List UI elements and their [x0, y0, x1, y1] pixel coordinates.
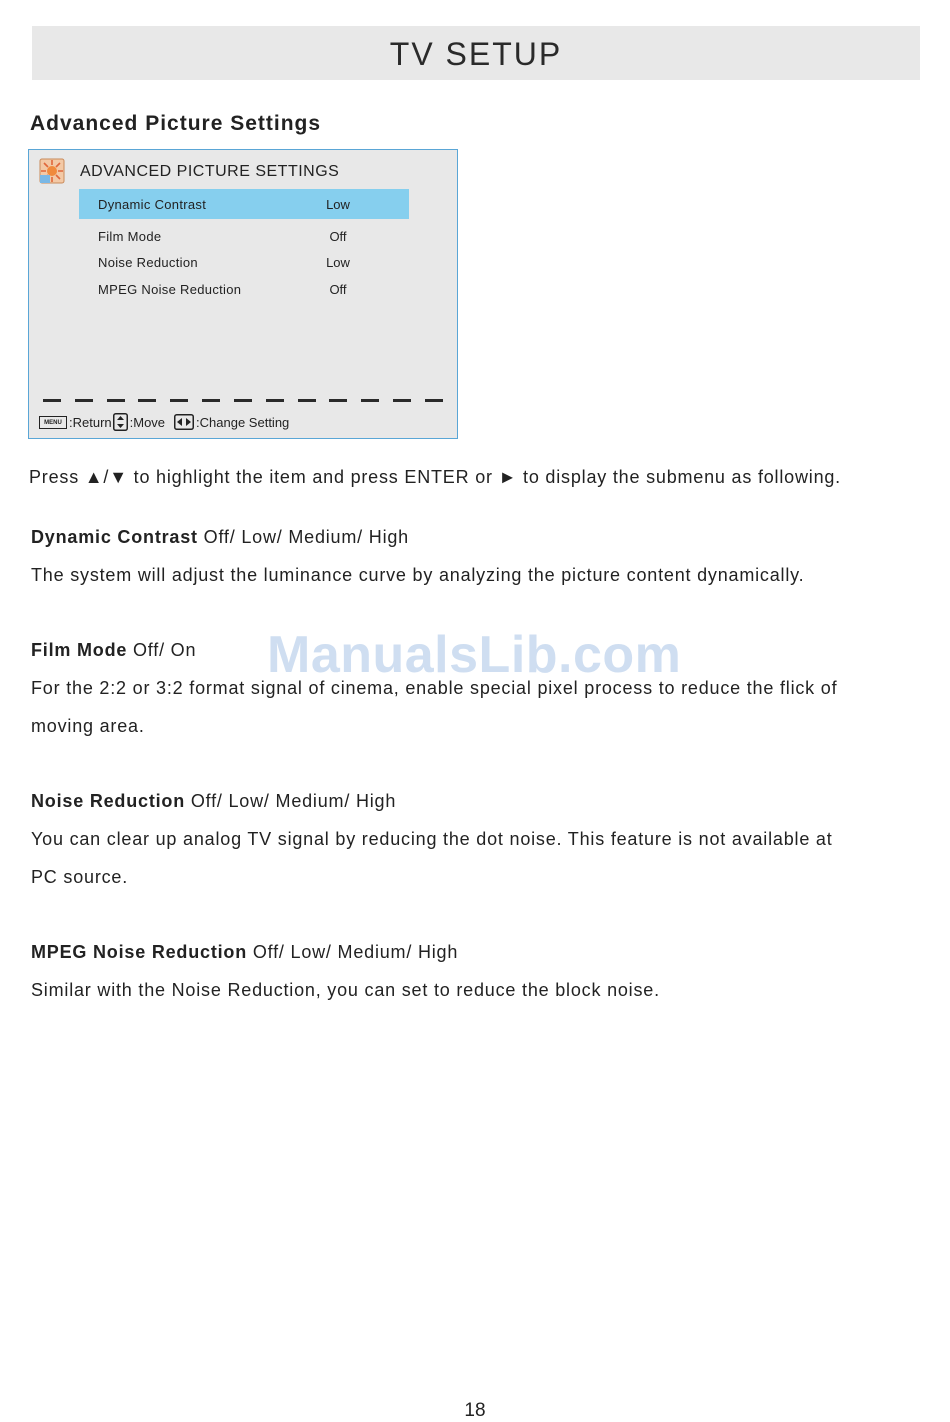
osd-item-noise-reduction[interactable] — [79, 247, 409, 277]
section-options: Off/ Low/ Medium/ High — [197, 527, 409, 547]
up-down-arrow-icon — [113, 413, 128, 431]
section-name: MPEG Noise Reduction — [31, 942, 248, 962]
osd-menu-screenshot — [28, 149, 458, 439]
page-header — [32, 26, 920, 80]
osd-title: ADVANCED PICTURE SETTINGS — [80, 163, 340, 180]
osd-item-value: Off — [329, 282, 347, 297]
section-description: Similar with the Noise Reduction, you can set to reduce the block noise. — [31, 980, 660, 1000]
section-dynamic-contrast — [31, 518, 911, 594]
osd-divider — [43, 399, 443, 402]
move-hint: :Move — [129, 414, 166, 430]
osd-item-label: Dynamic Contrast — [98, 197, 207, 212]
osd-item-value: Low — [326, 197, 350, 212]
section-heading: Advanced Picture Settings — [30, 112, 322, 135]
osd-item-mpeg-noise-reduction[interactable] — [79, 274, 409, 304]
section-description: For the 2:2 or 3:2 format signal of cinema, enable special pixel process to reduce the flick of — [31, 678, 838, 698]
left-right-arrow-icon — [174, 414, 194, 430]
section-name: Noise Reduction — [31, 791, 186, 811]
section-name: Dynamic Contrast — [31, 527, 198, 547]
picture-icon — [39, 158, 65, 184]
section-mpeg-noise-reduction — [31, 933, 911, 1009]
osd-key-legend — [39, 412, 449, 432]
section-description: PC source. — [31, 867, 129, 887]
section-description: moving area. — [31, 716, 145, 736]
osd-item-label: MPEG Noise Reduction — [98, 282, 242, 297]
section-options: Off/ Low/ Medium/ High — [247, 942, 459, 962]
osd-item-label: Noise Reduction — [98, 255, 198, 270]
section-description: The system will adjust the luminance curve by analyzing the picture content dynamically. — [31, 565, 805, 585]
osd-item-dynamic-contrast[interactable] — [79, 189, 409, 219]
section-options: Off/ On — [127, 640, 197, 660]
page-number: 18 — [464, 1400, 486, 1421]
section-name: Film Mode — [31, 640, 128, 660]
section-noise-reduction — [31, 782, 911, 896]
watermark: ManualsLib.com — [267, 626, 682, 684]
change-setting-hint: :Change Setting — [196, 414, 290, 430]
page-title: TV SETUP — [389, 36, 563, 72]
intro-text: Press ▲/▼ to highlight the item and press ENTER or ► to display the submenu as following. — [29, 467, 841, 487]
menu-key-icon: MENU — [39, 416, 67, 429]
section-options: Off/ Low/ Medium/ High — [185, 791, 397, 811]
osd-item-label: Film Mode — [98, 229, 162, 244]
section-description: You can clear up analog TV signal by reducing the dot noise. This feature is not available at — [31, 829, 833, 849]
return-hint: :Return — [69, 414, 112, 430]
osd-item-value: Off — [329, 229, 347, 244]
osd-item-value: Low — [326, 255, 350, 270]
